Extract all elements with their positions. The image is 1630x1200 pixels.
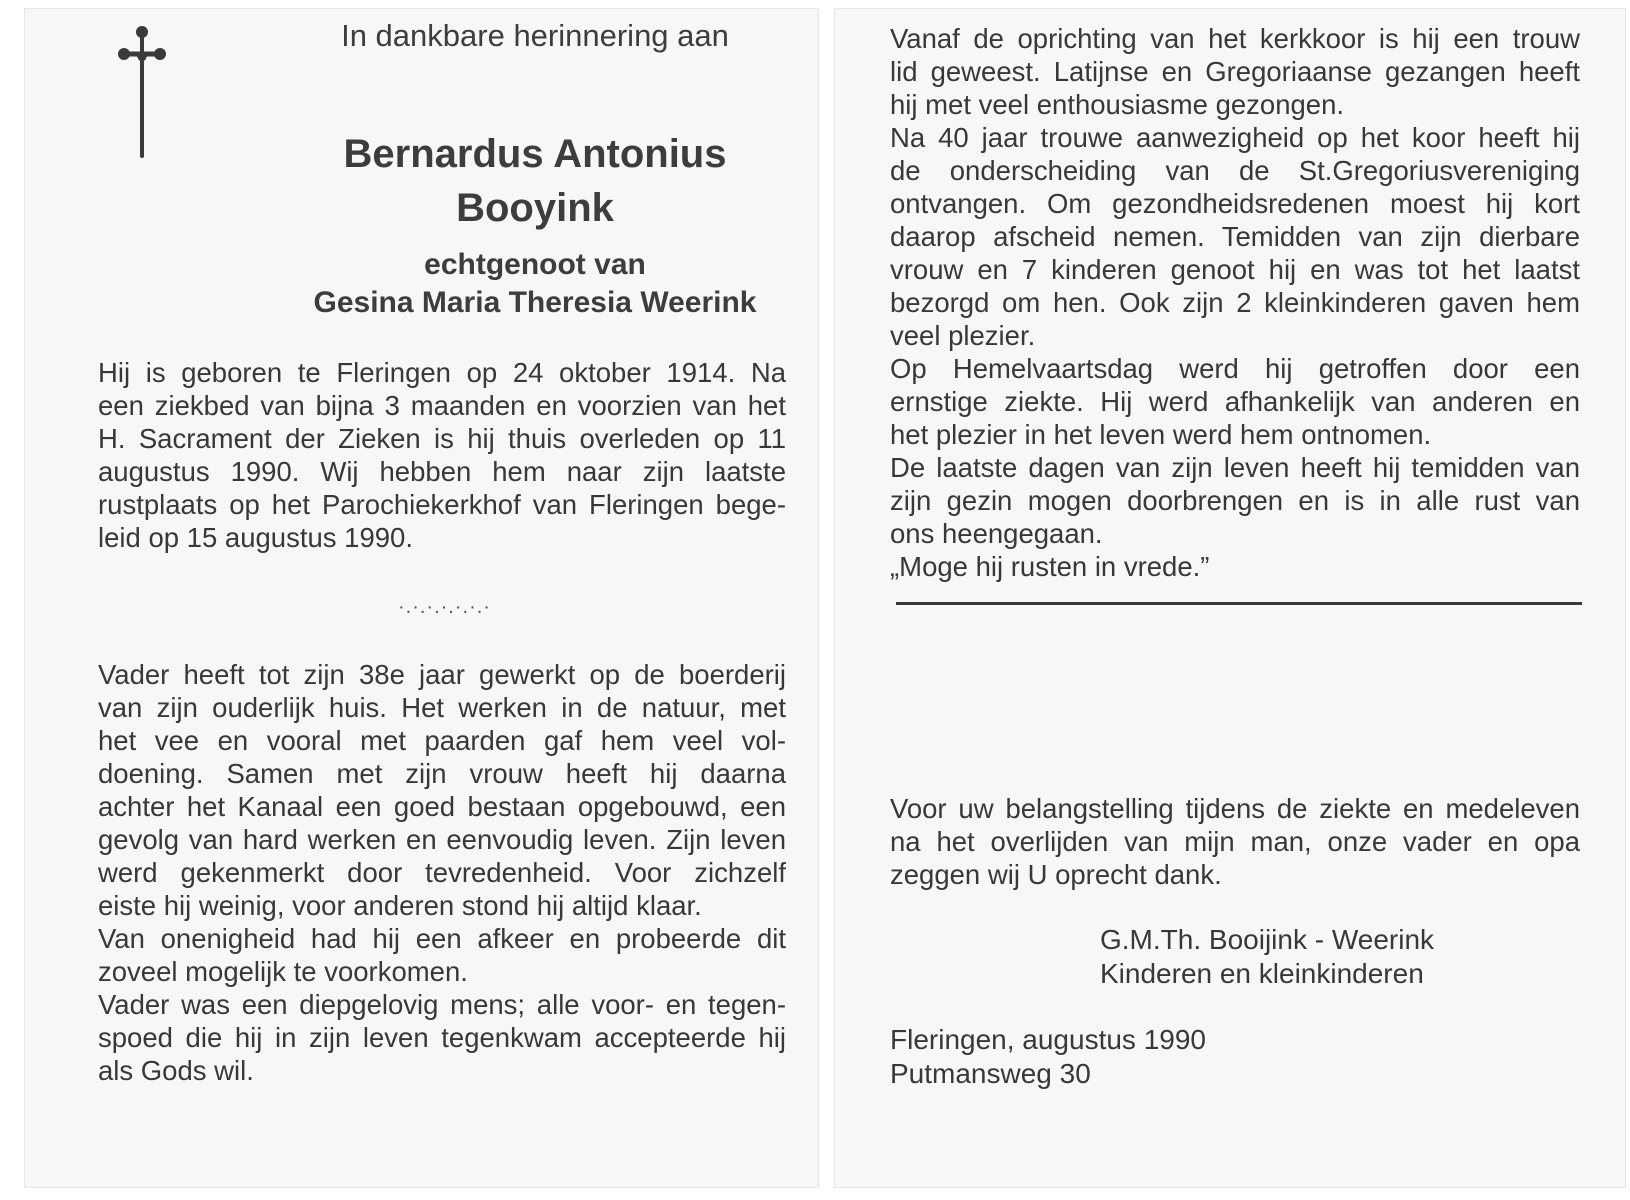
text-line: Vader heeft tot zijn 38e jaar gewerkt op de boerderij [98, 659, 786, 690]
choir-paragraph [890, 22, 1580, 583]
text-line: zeggen wij U oprecht dank. [890, 859, 1222, 890]
dotted-separator: ·.·.·.·.·.·.· [398, 596, 491, 618]
closing-prayer: „Moge hij rusten in vrede.” [890, 551, 1210, 582]
life-paragraph [98, 658, 786, 1087]
signature-family: Kinderen en kleinkinderen [1100, 958, 1424, 989]
text-line: Voor uw belangstelling tijdens de ziekte en medeleven [890, 793, 1580, 824]
text-line: werd gekenmerkt door tevredenheid. Voor zichzelf [98, 857, 786, 888]
deceased-name-last: Booyink [456, 186, 614, 230]
text-line: ons heengegaan. [890, 518, 1103, 549]
text-line: eiste hij weinig, voor anderen stond hij altijd klaar. [98, 890, 702, 921]
text-line: zoveel mogelijk te voorkomen. [98, 956, 468, 987]
text-line: ontvangen. Om gezondheidsredenen moest hij kort [890, 188, 1580, 219]
text-line: het vee en vooral met paarden gaf hem veel vol- [98, 725, 786, 756]
text-line: Vanaf de oprichting van het kerkkoor is hij een trouw [890, 23, 1580, 54]
text-line: zijn gezin mogen doorbrengen en is in alle rust van [890, 485, 1580, 516]
text-line: daarop afscheid nemen. Temidden van zijn dierbare [890, 221, 1580, 252]
text-line: achter het Kanaal een goed bestaan opgebouwd, een [98, 791, 786, 822]
horizontal-rule [896, 602, 1582, 605]
deceased-name-first: Bernardus Antonius [343, 132, 727, 176]
spouse-label: echtgenoot van [424, 248, 646, 281]
text-line: Op Hemelvaartsdag werd hij getroffen door een [890, 353, 1580, 384]
cross-icon [116, 24, 172, 164]
text-line: De laatste dagen van zijn leven heeft hij temidden van [890, 452, 1580, 483]
text-line: vrouw en 7 kinderen genoot hij en was tot het laatst [890, 254, 1580, 285]
intro-text: In dankbare herinnering aan [341, 18, 729, 53]
text-line: spoed die hij in zijn leven tegenkwam accepteerde hij [98, 1022, 786, 1053]
text-line: na het overlijden van mijn man, onze vader en opa [890, 826, 1580, 857]
birth-paragraph [98, 356, 786, 554]
text-line: doening. Samen met zijn vrouw heeft hij daarna [98, 758, 786, 789]
text-line: veel plezier. [890, 320, 1036, 351]
text-line: van zijn ouderlijk huis. Het werken in de natuur, met [98, 692, 786, 723]
text-line: hij met veel enthousiasme gezongen. [890, 89, 1345, 120]
spouse-name: Gesina Maria Theresia Weerink [313, 286, 757, 319]
text-line: H. Sacrament der Zieken is hij thuis overleden op 11 [98, 423, 786, 454]
thanks-paragraph [890, 792, 1580, 891]
text-line: augustus 1990. Wij hebben hem naar zijn laatste [98, 456, 786, 487]
text-line: lid geweest. Latijnse en Gregoriaanse gezangen heeft [890, 56, 1580, 87]
text-line: een ziekbed van bijna 3 maanden en voorzien van het [98, 390, 786, 421]
text-line: Vader was een diepgelovig mens; alle voor- en tegen- [98, 989, 786, 1020]
text-line: Na 40 jaar trouwe aanwezigheid op het koor heeft hij [890, 122, 1580, 153]
text-line: ernstige ziekte. Hij werd afhankelijk van anderen en [890, 386, 1580, 417]
text-line: het plezier in het leven werd hem ontnomen. [890, 419, 1432, 450]
text-line: rustplaats op het Parochiekerkhof van Fleringen bege- [98, 489, 786, 520]
text-line: Hij is geboren te Fleringen op 24 oktober 1914. Na [98, 357, 786, 388]
text-line: bezorgd om hen. Ook zijn 2 kleinkinderen gaven hem [890, 287, 1580, 318]
text-line: als Gods wil. [98, 1055, 254, 1086]
text-line: gevolg van hard werken en eenvoudig leven. Zijn leven [98, 824, 786, 855]
signature-name: G.M.Th. Booijink - Weerink [1100, 924, 1435, 955]
text-line: leid op 15 augustus 1990. [98, 522, 413, 553]
place-date: Fleringen, augustus 1990 [890, 1024, 1206, 1055]
text-line: Van onenigheid had hij een afkeer en probeerde dit [98, 923, 786, 954]
text-line: de onderscheiding van de St.Gregoriusvereniging [890, 155, 1580, 186]
address: Putmansweg 30 [890, 1058, 1091, 1089]
